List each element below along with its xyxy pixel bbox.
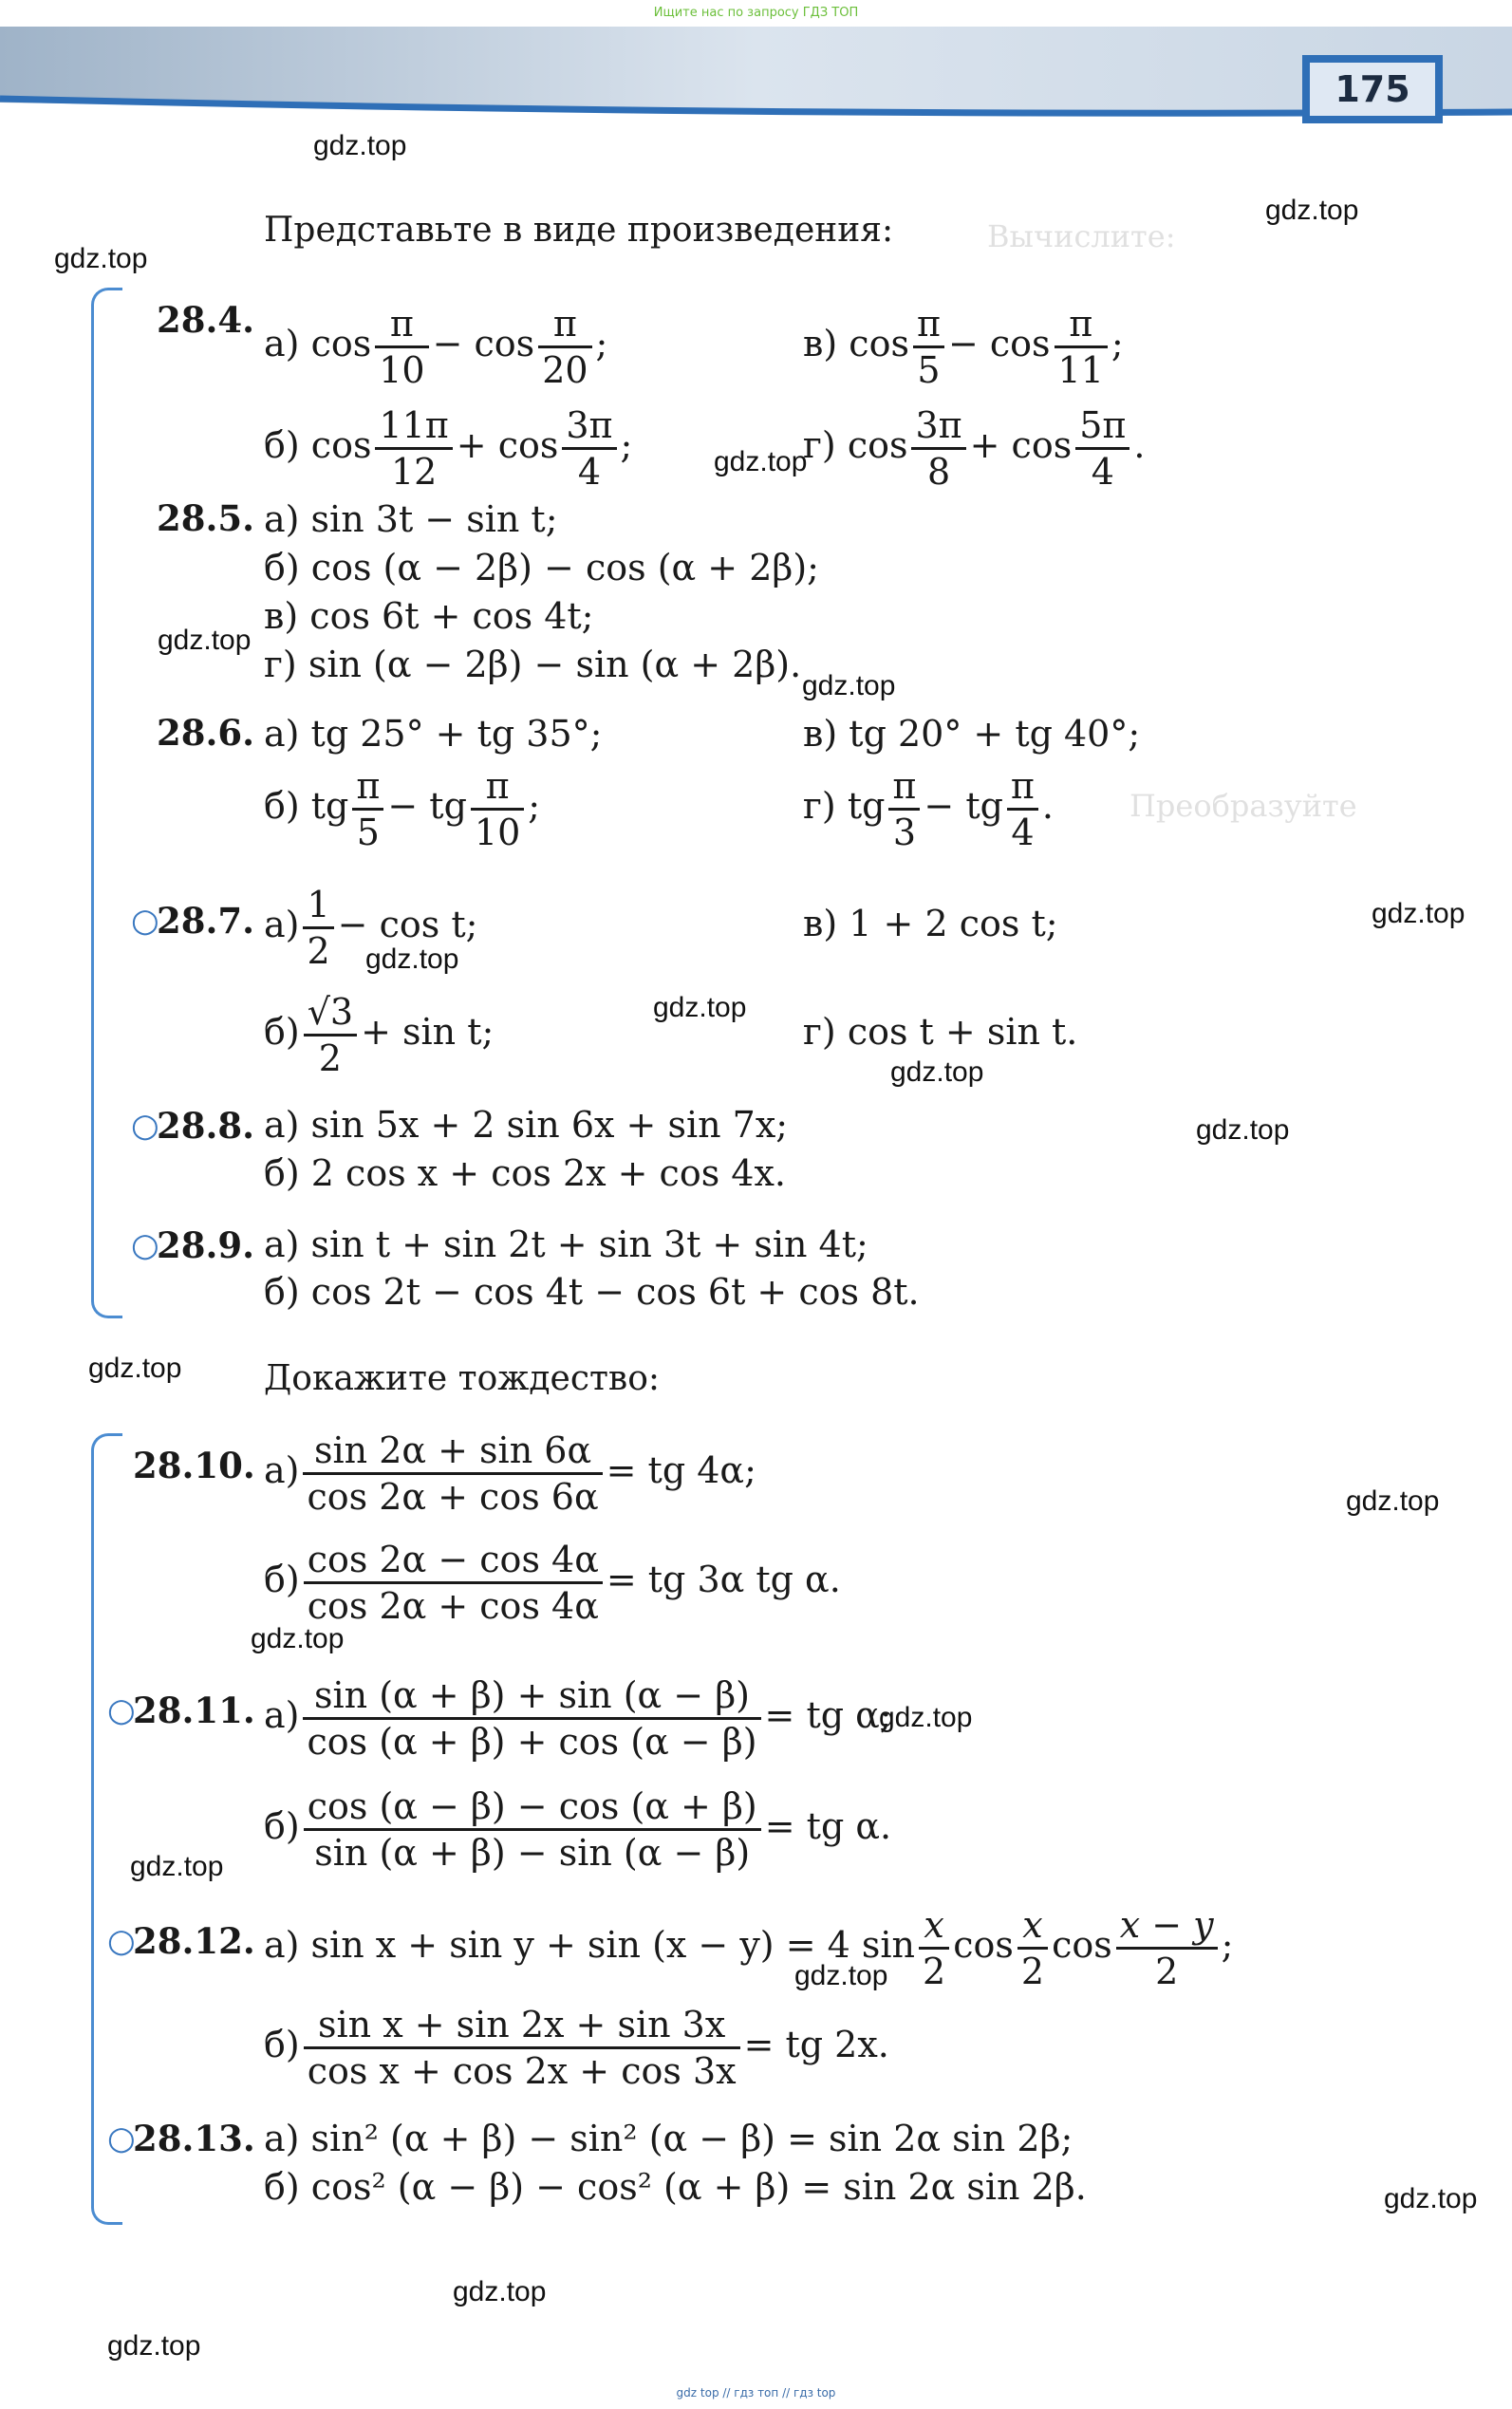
circle-marker: ○ — [131, 902, 159, 940]
problem-number: 28.4. — [157, 299, 254, 341]
problem-28-5-a: а) sin 3t − sin t; — [264, 498, 558, 540]
watermark-gdz: gdz.top — [1196, 1114, 1290, 1146]
watermark-gdz: gdz.top — [453, 2276, 547, 2307]
problem-28-5-v: в) cos 6t + cos 4t; — [264, 595, 594, 637]
problem-28-10-b: б) $\frac{\cos 2\alpha - \cos 4\alpha}{\cos 2\alpha + \cos 4\alpha}$ = tg 3α tg α. — [264, 1539, 841, 1627]
problem-number: 28.7. — [157, 900, 254, 942]
problem-28-6-b: б) tg $\frac{\pi}{5}$ − tg $\frac{\pi}{10}$ ; — [264, 765, 541, 853]
problem-28-12-a: а) sin x + sin y + sin (x − y) = 4 sin $\frac{x}{2}$ cos $\frac{x}{2}$ cos $\frac{x - y}{2}$ ; — [264, 1904, 1234, 1992]
problem-number: 28.13. — [133, 2118, 255, 2159]
problem-28-6-g: г) tg $\frac{\pi}{3}$ − tg $\frac{\pi}{4}$ . — [803, 765, 1054, 853]
problem-28-11-b: б) $\frac{\cos (\alpha - \beta) - \cos (\alpha + \beta)}{\sin (\alpha + \beta) - \sin (\alpha - \beta)}$ = tg α. — [264, 1785, 892, 1874]
problem-number: 28.11. — [133, 1690, 255, 1731]
problem-number: 28.12. — [133, 1920, 255, 1962]
section-heading-product: Представьте в виде произведения: — [264, 211, 894, 250]
watermark-gdz: gdz.top — [890, 1056, 984, 1088]
problem-number: 28.8. — [157, 1105, 254, 1147]
watermark-gdz: gdz.top — [714, 446, 808, 477]
problem-28-7-g: г) cos t + sin t. — [803, 1011, 1078, 1053]
problem-28-5-b: б) cos (α − 2β) − cos (α + 2β); — [264, 547, 819, 588]
watermark-gdz: gdz.top — [879, 1702, 973, 1733]
watermark-gdz: gdz.top — [313, 130, 407, 161]
problem-28-9-b: б) cos 2t − cos 4t − cos 6t + cos 8t. — [264, 1271, 920, 1313]
circle-marker: ○ — [107, 1691, 136, 1729]
watermark-gdz: gdz.top — [54, 243, 148, 274]
watermark-gdz: gdz.top — [794, 1960, 888, 1991]
watermark-gdz: gdz.top — [1372, 898, 1465, 929]
problem-28-7-b: б) $\frac{√3}{2}$ + sin t; — [264, 991, 495, 1079]
problem-28-4-v: в) cos $\frac{\pi}{5}$ − cos $\frac{\pi}{11}$ ; — [803, 303, 1124, 391]
watermark-gdz: gdz.top — [1265, 195, 1359, 226]
circle-marker: ○ — [107, 1922, 136, 1960]
watermark-gdz: gdz.top — [158, 625, 252, 656]
circle-marker: ○ — [107, 2120, 136, 2157]
watermark-gdz: gdz.top — [107, 2330, 201, 2362]
problem-number: 28.6. — [157, 712, 254, 754]
problem-28-10-a: а) $\frac{\sin 2\alpha + \sin 6\alpha}{\cos 2\alpha + \cos 6\alpha}$ = tg 4α; — [264, 1429, 756, 1518]
watermark-gdz: gdz.top — [130, 1851, 224, 1882]
problem-28-6-a: а) tg 25° + tg 35°; — [264, 713, 603, 755]
watermark-gdz: gdz.top — [251, 1623, 345, 1654]
problem-28-12-b: б) $\frac{\text{sin x + sin 2x + sin 3x}}{\text{cos x + cos 2x + cos 3x}}$ = tg 2x. — [264, 2004, 889, 2092]
problem-28-6-v: в) tg 20° + tg 40°; — [803, 713, 1141, 755]
problem-28-13-b: б) cos² (α − β) − cos² (α + β) = sin 2α sin 2β. — [264, 2166, 1087, 2208]
problem-28-7-a: а) $\frac{1}{2}$ − cos t; — [264, 884, 478, 972]
watermark-bottom: gdz top // гдз топ // гдз top — [676, 2386, 836, 2400]
problem-28-4-a: а) cos $\frac{\pi}{10}$ − cos $\frac{\pi}{20}$ ; — [264, 303, 608, 391]
problem-28-8-a: а) sin 5x + 2 sin 6x + sin 7x; — [264, 1104, 789, 1146]
watermark-gdz: gdz.top — [1346, 1485, 1440, 1517]
problem-number: 28.10. — [133, 1445, 255, 1486]
problem-28-5-g: г) sin (α − 2β) − sin (α + 2β). — [264, 644, 802, 685]
section-bracket — [91, 1433, 122, 2225]
watermark-gdz: gdz.top — [653, 992, 747, 1023]
problem-28-11-a: а) $\frac{\sin (\alpha + \beta) + \sin (\alpha - \beta)}{\cos (\alpha + \beta) + \cos (\alpha - \beta)}$ = tg α; — [264, 1674, 892, 1763]
problem-number: 28.9. — [157, 1224, 254, 1266]
problem-28-8-b: б) 2 cos x + cos 2x + cos 4x. — [264, 1152, 786, 1194]
circle-marker: ○ — [131, 1226, 159, 1264]
problem-28-4-g: г) cos $\frac{3\pi}{8}$ + cos $\frac{5\pi}{4}$ . — [803, 404, 1146, 493]
section-bracket — [91, 288, 122, 1318]
page-header-banner — [0, 0, 1512, 142]
problem-28-13-a: а) sin² (α + β) − sin² (α − β) = sin 2α sin 2β; — [264, 2118, 1073, 2159]
problem-number: 28.5. — [157, 497, 254, 539]
page-number: 175 — [1302, 55, 1443, 123]
watermark-top: Ищите нас по запросу ГДЗ ТОП — [653, 6, 859, 20]
watermark-gdz: gdz.top — [1384, 2183, 1478, 2214]
watermark-gdz: gdz.top — [88, 1353, 182, 1384]
watermark-gdz: gdz.top — [365, 943, 459, 975]
problem-28-4-b: б) cos $\frac{11\pi}{12}$ + cos $\frac{3\pi}{4}$ ; — [264, 404, 633, 493]
problem-28-9-a: а) sin t + sin 2t + sin 3t + sin 4t; — [264, 1223, 868, 1265]
watermark-gdz: gdz.top — [802, 670, 896, 701]
ghost-text: Преобразуйте — [1129, 788, 1357, 824]
circle-marker: ○ — [131, 1107, 159, 1145]
problem-28-7-v: в) 1 + 2 cos t; — [803, 903, 1058, 944]
section-heading-prove: Докажите тождество: — [264, 1359, 661, 1398]
ghost-text: Вычислите: — [987, 218, 1176, 254]
